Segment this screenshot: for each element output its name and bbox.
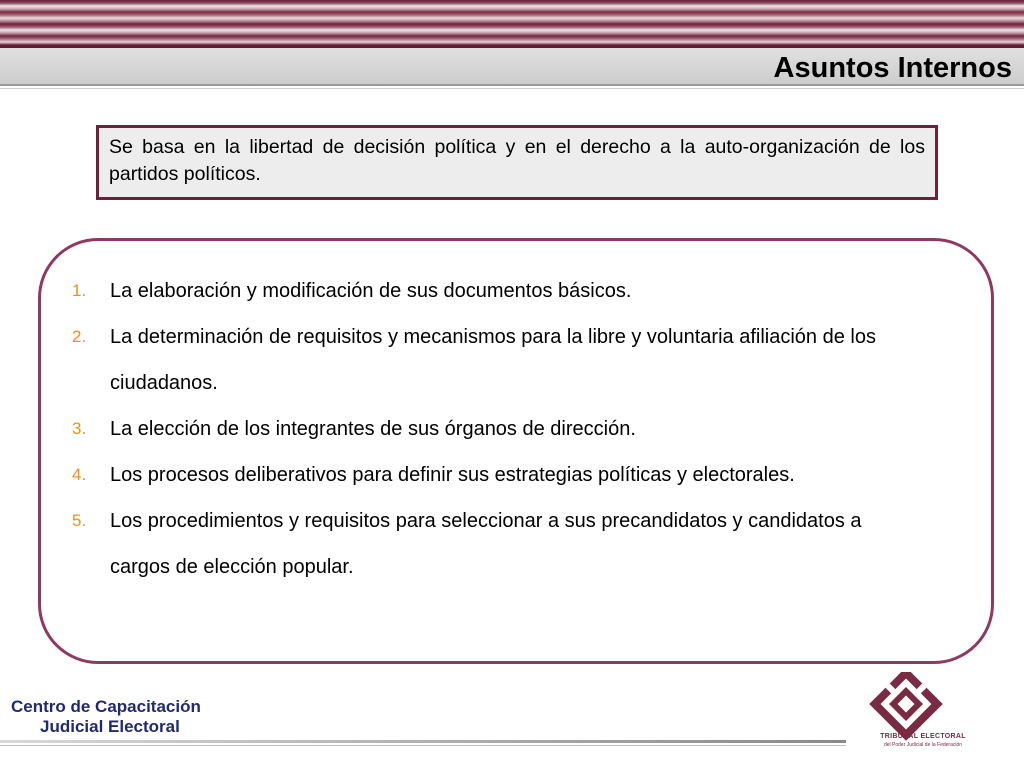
header-banner bbox=[0, 0, 1024, 48]
list-item-text: Los procesos deliberativos para definir sus estrategias políticas y electorales. bbox=[110, 464, 795, 486]
footer-divider-secondary bbox=[0, 745, 846, 746]
list-item bbox=[38, 452, 918, 498]
list-item bbox=[38, 406, 918, 452]
page-title: Asuntos Internos bbox=[773, 52, 1012, 84]
definition-box bbox=[96, 125, 938, 200]
list-item-number: 4. bbox=[72, 465, 87, 484]
logo-subtitle: del Poder Judicial de la Federación bbox=[883, 742, 963, 748]
list-item-text: La elaboración y modificación de sus documentos básicos. bbox=[110, 280, 632, 302]
list-item bbox=[38, 498, 918, 590]
footer-org-name bbox=[11, 697, 201, 737]
list-item bbox=[38, 314, 918, 406]
logo-title: TRIBUNAL ELECTORAL bbox=[880, 733, 966, 740]
numbered-list bbox=[38, 268, 918, 590]
list-item bbox=[38, 268, 918, 314]
list-item-number: 5. bbox=[72, 511, 87, 530]
footer-divider bbox=[0, 740, 846, 743]
list-item-text: La elección de los integrantes de sus órganos de dirección. bbox=[110, 418, 636, 440]
list-item-number: 2. bbox=[72, 327, 87, 346]
footer-line-1: Centro de Capacitación bbox=[11, 697, 201, 716]
list-item-number: 1. bbox=[72, 281, 87, 300]
definition-text: Se basa en la libertad de decisión política y en el derecho a la auto-organización de los partidos políticos. bbox=[109, 136, 925, 185]
list-item-number: 3. bbox=[72, 419, 87, 438]
title-divider-secondary bbox=[0, 88, 1024, 89]
list-item-text: La determinación de requisitos y mecanismos para la libre y voluntaria afiliación de los ciudadanos. bbox=[110, 326, 876, 394]
list-item-text: Los procedimientos y requisitos para seleccionar a sus precandidatos y candidatos a cargos de elección popular. bbox=[110, 510, 862, 578]
footer-line-2: Judicial Electoral bbox=[40, 717, 180, 736]
